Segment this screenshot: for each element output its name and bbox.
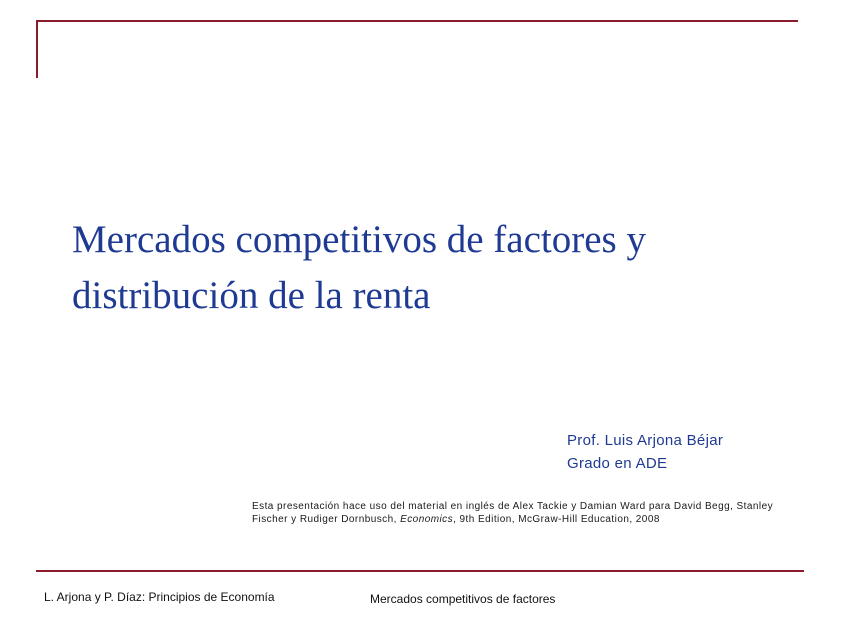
left-accent-rule — [36, 20, 38, 78]
author-program: Grado en ADE — [567, 455, 668, 472]
credit-book-title: Economics — [400, 514, 454, 525]
footer-course-label: L. Arjona y P. Díaz: Principios de Economía — [44, 590, 275, 604]
slide-title-line-2: distribución de la renta — [72, 274, 431, 317]
credit-text-part-1: Esta presentación hace uso del material en inglés de Alex Tackie y Damian Ward para David Begg, Stanley Fischer y Rudiger Dornbusch, — [252, 501, 774, 525]
credit-text-part-2: , 9th Edition, McGraw-Hill Education, 2008 — [453, 514, 660, 525]
footer-accent-rule — [36, 570, 804, 572]
author-block — [567, 429, 817, 475]
source-credit — [252, 500, 800, 526]
author-name: Prof. Luis Arjona Béjar — [567, 432, 724, 449]
footer-topic-label: Mercados competitivos de factores — [370, 592, 556, 606]
top-accent-rule — [36, 20, 798, 22]
slide-title — [72, 212, 792, 324]
slide-title-line-1: Mercados competitivos de factores y — [72, 218, 646, 261]
